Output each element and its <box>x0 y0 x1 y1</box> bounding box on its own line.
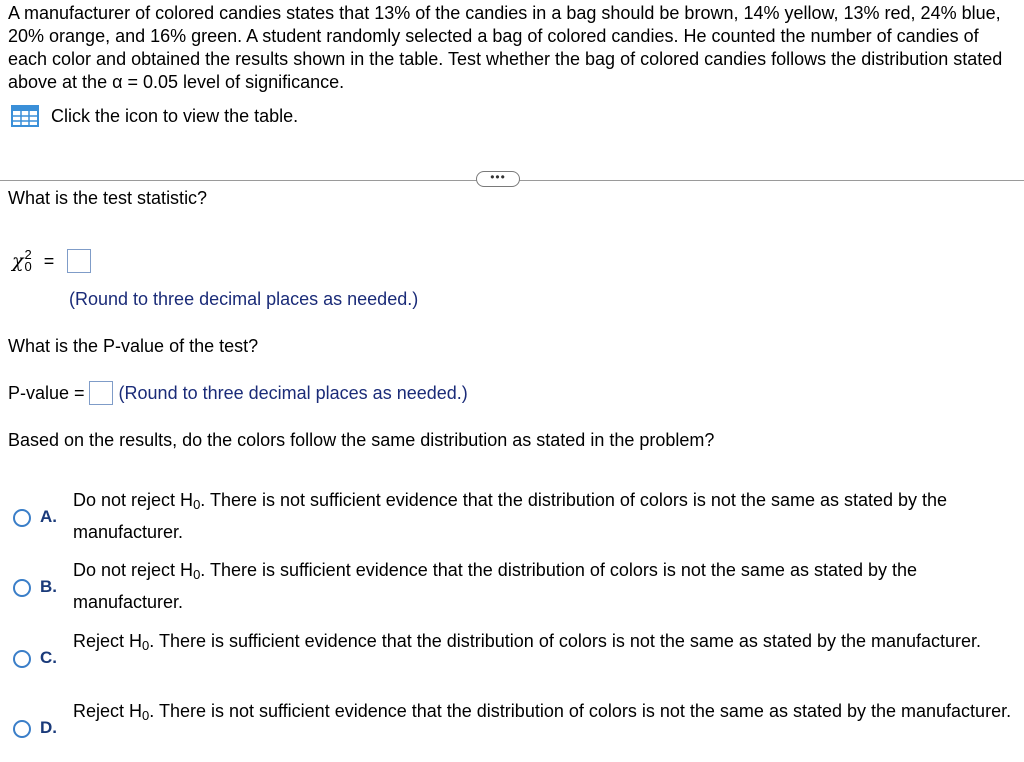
pvalue-input[interactable] <box>89 381 113 405</box>
chi-equals: = <box>43 250 55 271</box>
chi-superscript: 2 <box>24 247 32 262</box>
choice-letter-c: C. <box>40 648 57 667</box>
choice-text-c[interactable]: Reject $H_0$. There is sufficient evidence that the distribution of colors is not the same as stated by the manufacturer. <box>73 631 982 653</box>
radio-b[interactable] <box>13 579 31 597</box>
chi-square-input[interactable] <box>67 249 91 273</box>
choice-d[interactable] <box>0 696 1024 762</box>
problem-statement: A manufacturer of colored candies states that 13% of the candies in a bag should be brown, 14% yellow, 13% red, 24% blue, 20% orange, and 16% green. A student randomly selected a bag of colored candies. He counted the number of candies of each color and obtained the results shown in the table. Test whether the bag of colored candies follows the distribution stated above at the α = 0.05 level of significance. <box>8 3 1003 92</box>
pvalue-question: What is the P-value of the test? <box>8 336 259 356</box>
radio-c[interactable] <box>13 650 31 668</box>
expand-more-button[interactable]: ••• <box>476 171 520 187</box>
table-icon[interactable] <box>11 105 39 127</box>
radio-a[interactable] <box>13 509 31 527</box>
pvalue-label: P-value = <box>8 382 85 403</box>
choice-text-b[interactable]: Do not reject $H_0$. There is sufficient evidence that the distribution of colors is not the same as stated by the manufacturer. <box>73 560 918 612</box>
chi-subscript: 0 <box>24 259 32 274</box>
view-table-link[interactable] <box>11 104 298 128</box>
choice-a[interactable] <box>0 485 1024 551</box>
radio-d[interactable] <box>13 720 31 738</box>
pvalue-hint: (Round to three decimal places as needed.) <box>118 382 468 403</box>
chi-square-row <box>12 244 91 278</box>
choice-text-d[interactable]: Reject $H_0$. There is not sufficient evidence that the distribution of colors is not the same as stated by the manufacturer. <box>73 701 1012 723</box>
choice-c[interactable] <box>0 626 1024 692</box>
choice-letter-a: A. <box>40 507 57 526</box>
choice-text-a[interactable]: Do not reject $H_0$. There is not sufficient evidence that the distribution of colors is not the same as stated by the manufacturer. <box>73 490 948 542</box>
pvalue-row <box>8 380 468 406</box>
choice-letter-b: B. <box>40 577 57 596</box>
chi-square-hint: (Round to three decimal places as needed.) <box>69 289 419 309</box>
choice-letter-d: D. <box>40 718 57 737</box>
partial-question-text: What is the test statistic? <box>8 188 208 208</box>
view-table-label[interactable]: Click the icon to view the table. <box>51 105 299 126</box>
conclusion-question: Based on the results, do the colors follow the same distribution as stated in the problem? <box>8 430 715 450</box>
choice-b[interactable] <box>0 555 1024 621</box>
chi-symbol: χ <box>12 250 24 272</box>
